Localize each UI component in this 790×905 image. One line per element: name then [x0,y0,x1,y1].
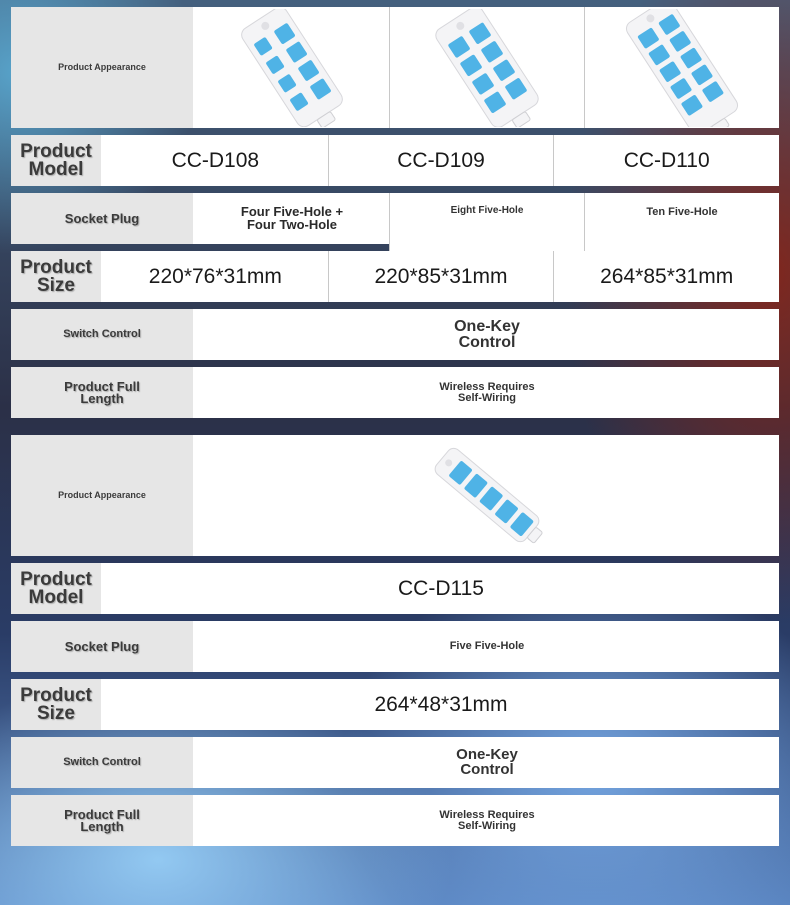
row-model [11,563,779,614]
label-size [11,679,101,730]
product-image-cc-d115 [193,435,779,556]
row-length [11,367,779,418]
size-value: 264*48*31mm [101,679,779,730]
size-value: 220*85*31mm [328,251,554,302]
switch-value-text: One-Key Control [454,318,520,351]
length-value [193,795,779,846]
socket-value: Eight Five-Hole [389,193,584,256]
row-switch [11,309,779,360]
socket-value-text: Four Five-Hole + Four Two-Hole [240,204,344,232]
length-value [193,367,779,418]
label-appearance: Product Appearance [11,7,193,128]
length-value-text: Wireless Requires Self-Wiring [439,381,535,404]
label-socket: Socket Plug [11,193,193,244]
switch-value-text: One-Key Control [456,746,518,778]
label-text: Product Model [20,141,92,180]
switch-value [193,737,779,788]
label-length [11,367,193,418]
power-strip-image [422,9,552,127]
product-image-cc-d110 [584,7,779,128]
label-switch: Switch Control [11,309,193,360]
size-value: 220*76*31mm [101,251,328,302]
model-value: CC-D108 [101,135,328,186]
product-image-cc-d109 [389,7,584,128]
spec-table-2 [11,435,779,846]
label-appearance: Product Appearance [11,435,193,556]
row-size [11,251,779,302]
label-length-text: Product Full Length [64,806,140,834]
label-length [11,795,193,846]
row-socket [11,621,779,672]
length-value-text: Wireless Requires Self-Wiring [439,809,535,832]
switch-value [193,309,779,360]
label-text: Product Model [20,569,92,608]
label-model [11,563,101,614]
model-value: CC-D109 [328,135,554,186]
model-value: CC-D110 [553,135,779,186]
product-image-cc-d108 [193,7,389,128]
socket-value [193,193,389,244]
power-strip-image [227,9,357,127]
power-strip-image [422,437,552,555]
label-text: Product Size [20,257,92,296]
model-value: CC-D115 [101,563,779,614]
socket-value: Five Five-Hole [193,621,779,672]
size-value: 264*85*31mm [553,251,779,302]
row-length [11,795,779,846]
label-socket: Socket Plug [11,621,193,672]
spec-table-1 [11,7,779,418]
power-strip-image [612,9,752,127]
row-socket [11,193,779,244]
row-model [11,135,779,186]
row-appearance [11,7,779,128]
socket-value: Ten Five-Hole [584,193,779,258]
label-text: Product Size [20,685,92,724]
row-appearance [11,435,779,556]
row-switch [11,737,779,788]
label-length-text: Product Full Length [64,378,140,406]
row-size [11,679,779,730]
label-switch: Switch Control [11,737,193,788]
label-model [11,135,101,186]
label-size [11,251,101,302]
